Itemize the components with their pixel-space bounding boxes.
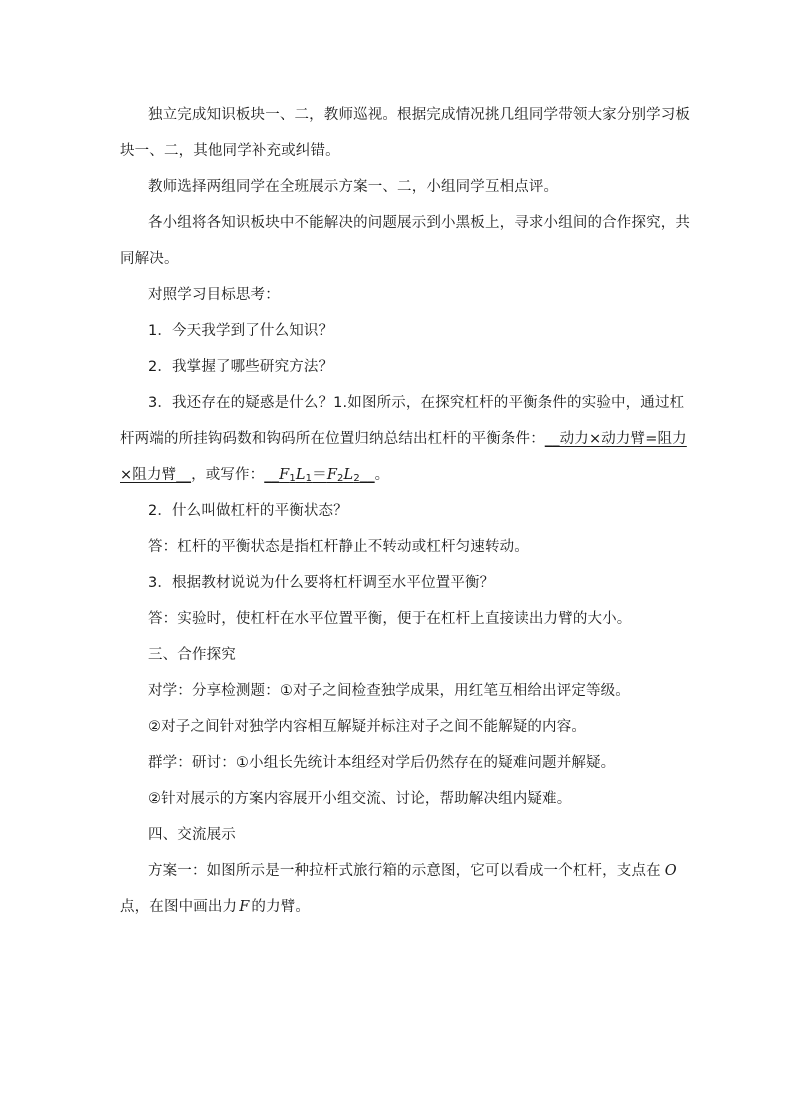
answer-5: 答：实验时，使杠杆在水平位置平衡，便于在杠杆上直接读出力臂的大小。 [148, 611, 632, 627]
formula-sub-2: 1 [305, 473, 313, 484]
plan-1-text: 方案一：如图所示是一种拉杆式旅行箱的示意图，它可以看成一个杠杆，支点在 [148, 863, 661, 879]
paragraph-3-line-1: 各小组将各知识板块中不能解决的问题展示到小黑板上，寻求小组间的合作探究，共 [148, 215, 691, 231]
section-4-heading: 四、交流展示 [148, 827, 236, 843]
group-study-1: 群学：研讨：①小组长先统计本组经对学后仍然存在的疑难问题并解疑。 [148, 755, 616, 771]
formula-pad-left: __ [264, 467, 280, 483]
formula-blank [264, 467, 374, 483]
section-3-heading: 三、合作探究 [148, 647, 236, 663]
formula-l2: L [343, 467, 354, 483]
pair-study-1: 对学：分享检测题：①对子之间检查独学成果，用红笔互相给出评定等级。 [148, 683, 630, 699]
answer-4: 答：杠杆的平衡状态是指杠杆静止不转动或杠杆匀速转动。 [148, 539, 529, 555]
formula-f2: F [326, 467, 338, 483]
plan-1-line-2 [120, 897, 680, 917]
paragraph-3-line-2: 同解决。 [120, 251, 179, 267]
formula-l1: L [295, 467, 306, 483]
answer-blank-1: __动力×动力臂=阻力 [544, 431, 687, 447]
question-3-line-3 [120, 465, 680, 489]
pivot-point-label: O [664, 863, 677, 879]
formula-f1: F [279, 467, 290, 483]
alternate-form-text: ，或写作： [191, 467, 265, 483]
formula-sub-4: 2 [353, 473, 360, 484]
formula-pad-right: __ [359, 467, 375, 483]
question-2: 2．我掌握了哪些研究方法？ [148, 359, 334, 375]
question-3-line-1: 3．我还存在的疑惑是什么？1.如图所示，在探究杠杆的平衡条件的实验中，通过杠 [148, 395, 685, 411]
paragraph-1-line-2: 块一、二，其他同学补充或纠错。 [120, 143, 340, 159]
formula-sub-1: 1 [289, 473, 296, 484]
pair-study-2: ②对子之间针对独学内容相互解疑并标注对子之间不能解疑的内容。 [148, 719, 586, 735]
paragraph-1-line-1: 独立完成知识板块一、二，教师巡视。根据完成情况挑几组同学带领大家分别学习板 [148, 107, 691, 123]
question-1: 1．今天我学到了什么知识？ [148, 323, 334, 339]
balance-condition-text: 杆两端的所挂钩码数和钩码所在位置归纳总结出杠杆的平衡条件： [120, 431, 545, 447]
reflect-heading: 对照学习目标思考： [148, 287, 280, 303]
plan-1-line-2-pre: 点，在图中画出力 [120, 899, 238, 915]
question-3-line-2 [120, 429, 687, 449]
plan-1-line-2-post: 的力臂。 [251, 899, 311, 915]
formula-period: 。 [374, 467, 390, 483]
plan-1-line-1 [148, 861, 688, 881]
group-study-2: ②针对展示的方案内容展开小组交流、讨论，帮助解决组内疑难。 [148, 791, 572, 807]
formula-equals: ＝ [312, 467, 327, 483]
question-5: 3．根据教材说说为什么要将杠杆调至水平位置平衡？ [148, 575, 495, 591]
answer-blank-2: ×阻力臂__ [120, 467, 192, 483]
force-label: F [239, 899, 250, 915]
formula-sub-3: 2 [337, 473, 344, 484]
paragraph-2: 教师选择两组同学在全班展示方案一、二，小组同学互相点评。 [148, 179, 559, 195]
question-4: 2．什么叫做杠杆的平衡状态？ [148, 503, 348, 519]
